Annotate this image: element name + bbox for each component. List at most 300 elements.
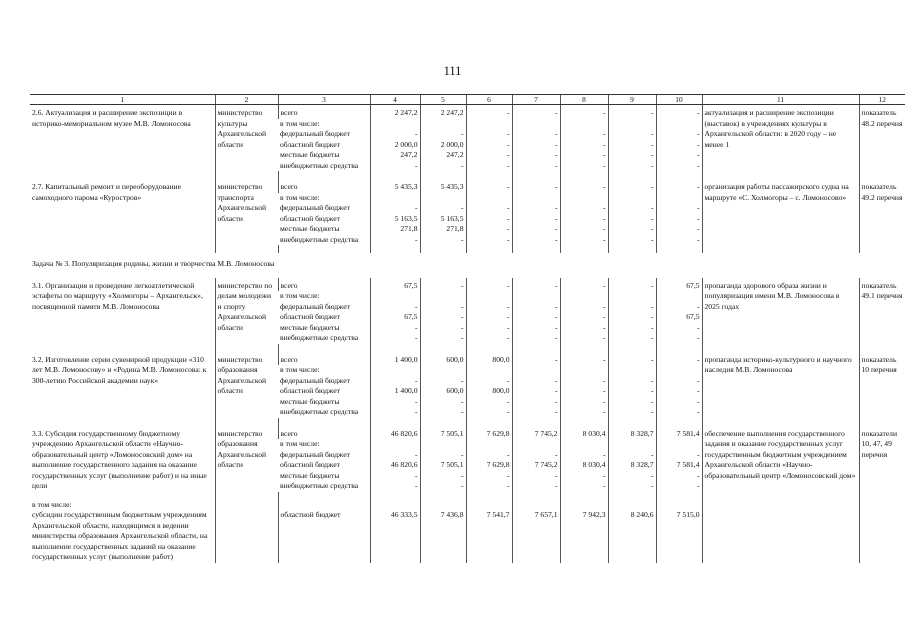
amount-cell: - [420, 235, 466, 246]
amount-cell: - [560, 376, 608, 387]
spacer-cell [608, 245, 656, 253]
expected-result: пропаганда историко-культурного и научного наследия М.В. Ломоносова [702, 352, 859, 418]
spacer-cell [702, 418, 859, 426]
amount-cell: 800,0 [466, 352, 512, 366]
amount-cell: 7 436,8 [420, 500, 466, 563]
spacer-cell [512, 344, 560, 352]
amount-cell [512, 291, 560, 302]
amount-cell: - [656, 352, 702, 366]
spacer-cell [215, 245, 278, 253]
amount-cell: - [466, 312, 512, 323]
amount-cell: 7 942,3 [560, 500, 608, 563]
amount-cell: - [608, 179, 656, 193]
amount-cell: - [466, 397, 512, 408]
spacer-cell [560, 344, 608, 352]
spacer-cell [466, 344, 512, 352]
amount-cell [420, 365, 466, 376]
amount-cell: - [608, 129, 656, 140]
indicator-reference: показатель 49.1 перечня [859, 278, 905, 344]
amount-cell: 600,0 [420, 386, 466, 397]
amount-cell: 67,5 [656, 312, 702, 323]
amount-cell: - [608, 203, 656, 214]
spacer-cell [859, 344, 905, 352]
amount-cell [608, 119, 656, 130]
spacer-cell [560, 418, 608, 426]
amount-cell: - [466, 376, 512, 387]
spacer-cell [215, 344, 278, 352]
amount-cell: - [656, 150, 702, 161]
spacer-cell [215, 418, 278, 426]
expected-result: актуализация и расширение экспозиции (выставок) в учреждениях культуры в Архангельской области: в 2020 году – не менее 1 [702, 105, 859, 172]
amount-cell: - [512, 150, 560, 161]
amount-cell: - [466, 302, 512, 313]
amount-cell: 8 030,4 [560, 460, 608, 471]
funding-source: местные бюджеты [280, 322, 340, 332]
amount-cell: - [512, 450, 560, 461]
amount-cell: - [560, 450, 608, 461]
amount-cell: 8 240,6 [608, 500, 656, 563]
spacer-cell [215, 492, 278, 500]
responsible-executor: министерство транспорта Архангельской области [215, 179, 278, 245]
amount-cell: - [370, 161, 420, 172]
amount-cell: - [512, 105, 560, 119]
funding-source: всего [278, 278, 370, 292]
spacer-cell [512, 171, 560, 179]
amount-cell [466, 439, 512, 450]
amount-cell: 271,8 [370, 224, 420, 235]
funding-source: внебюджетные средства [280, 481, 359, 490]
funding-source: в том числе: [280, 118, 320, 128]
spacer-cell [215, 171, 278, 179]
spacer-cell [702, 344, 859, 352]
amount-cell: - [466, 140, 512, 151]
amount-cell: - [466, 323, 512, 334]
amount-cell: - [608, 376, 656, 387]
amount-cell: - [512, 203, 560, 214]
amount-cell: 7 505,1 [420, 426, 466, 440]
expected-result: организация работы пассажирского судна на маршруте «С. Холмогоры – с. Ломоносово» [702, 179, 859, 245]
amount-cell: - [512, 397, 560, 408]
amount-cell: 67,5 [370, 278, 420, 292]
column-number: 6 [466, 95, 512, 105]
amount-cell: - [560, 323, 608, 334]
amount-cell [370, 119, 420, 130]
funding-source: областной бюджет [280, 312, 340, 321]
sub-activity-heading: в том числе: [32, 499, 72, 509]
amount-cell: - [466, 129, 512, 140]
funding-source: внебюджетные средства [280, 234, 359, 244]
amount-cell [560, 365, 608, 376]
spacer-cell [30, 344, 215, 352]
expected-result: обеспечение выполнения государственного задания и оказание государственных услуг государственным бюджетным учреждением Архангельской области «Научно-образовательный центр «Ломоносовский дом» [702, 426, 859, 492]
amount-cell: - [560, 302, 608, 313]
amount-cell: 247,2 [370, 150, 420, 161]
funding-source: внебюджетные средства [280, 333, 359, 342]
amount-cell: - [420, 323, 466, 334]
spacer-cell [608, 171, 656, 179]
amount-cell: 5 435,3 [420, 179, 466, 193]
amount-cell: - [370, 376, 420, 387]
table-row [30, 179, 905, 193]
amount-cell: - [656, 214, 702, 225]
amount-cell: - [560, 278, 608, 292]
funding-source: всего [278, 426, 370, 440]
amount-cell: - [656, 386, 702, 397]
amount-cell: - [420, 161, 466, 172]
spacer-cell [278, 245, 370, 253]
funding-source: федеральный бюджет [280, 375, 350, 385]
amount-cell: - [560, 214, 608, 225]
amount-cell: - [608, 352, 656, 366]
amount-cell: - [512, 481, 560, 492]
amount-cell: - [608, 224, 656, 235]
amount-cell [420, 291, 466, 302]
column-number: 2 [215, 95, 278, 105]
amount-cell: - [608, 150, 656, 161]
amount-cell: - [370, 450, 420, 461]
amount-cell: - [608, 386, 656, 397]
amount-cell: 800,0 [466, 386, 512, 397]
spacer-cell [859, 171, 905, 179]
spacer-row [30, 418, 905, 426]
amount-cell: - [656, 333, 702, 344]
amount-cell: - [512, 352, 560, 366]
amount-cell: - [656, 235, 702, 246]
funding-source: областной бюджет [278, 500, 370, 563]
amount-cell: - [466, 481, 512, 492]
amount-cell: 2 000,0 [370, 140, 420, 151]
amount-cell [512, 439, 560, 450]
amount-cell: 67,5 [656, 278, 702, 292]
amount-cell: - [608, 450, 656, 461]
amount-cell: - [512, 278, 560, 292]
spacer-cell [512, 245, 560, 253]
amount-cell: 7 657,1 [512, 500, 560, 563]
amount-cell [466, 119, 512, 130]
spacer-cell [420, 344, 466, 352]
amount-cell: 247,2 [420, 150, 466, 161]
column-number: 1 [30, 95, 215, 105]
amount-cell: - [608, 235, 656, 246]
spacer-cell [466, 418, 512, 426]
amount-cell [608, 365, 656, 376]
amount-cell: - [420, 376, 466, 387]
amount-cell: - [512, 323, 560, 334]
expected-result [702, 500, 859, 563]
spacer-cell [420, 171, 466, 179]
amount-cell: - [466, 224, 512, 235]
amount-cell: 600,0 [420, 352, 466, 366]
expected-result: пропаганда здорового образа жизни и популяризация имени М.В. Ломоносова в 2025 годах [702, 278, 859, 344]
funding-source: областной бюджет [280, 460, 340, 469]
amount-cell: 1 400,0 [370, 352, 420, 366]
amount-cell [370, 291, 420, 302]
amount-cell: - [656, 179, 702, 193]
spacer-cell [30, 418, 215, 426]
amount-cell: - [512, 471, 560, 482]
amount-cell: - [420, 312, 466, 323]
column-number: 5 [420, 95, 466, 105]
amount-cell: 46 333,5 [370, 500, 420, 563]
amount-cell: - [512, 333, 560, 344]
spacer-cell [30, 492, 215, 500]
funding-source: областной бюджет [280, 139, 340, 149]
amount-cell: - [608, 161, 656, 172]
amount-cell: - [560, 471, 608, 482]
responsible-executor: министерство образования Архангельской области [215, 426, 278, 492]
amount-cell: - [560, 481, 608, 492]
amount-cell: - [656, 407, 702, 418]
amount-cell: - [420, 397, 466, 408]
amount-cell: 5 163,5 [370, 214, 420, 225]
spacer-cell [278, 418, 370, 426]
column-number-row [30, 95, 905, 105]
funding-source: в том числе: [280, 192, 320, 202]
spacer-cell [370, 171, 420, 179]
amount-cell: 5 163,5 [420, 214, 466, 225]
amount-cell: 8 030,4 [560, 426, 608, 440]
spacer-cell [420, 245, 466, 253]
activity-name: 3.1. Организация и проведение легкоатлетической эстафеты по маршруту «Холмогоры – Архангельск», посвященной памяти М.В. Ломоносова [32, 280, 203, 311]
amount-cell: - [608, 397, 656, 408]
amount-cell: 2 000,0 [420, 140, 466, 151]
spacer-cell [370, 418, 420, 426]
funding-source: федеральный бюджет [280, 203, 350, 212]
funding-source: внебюджетные средства [280, 160, 359, 170]
amount-cell: - [466, 214, 512, 225]
funding-source: федеральный бюджет [280, 449, 350, 459]
amount-cell: 46 820,6 [370, 460, 420, 471]
funding-source: всего [278, 105, 370, 119]
table-row [30, 278, 905, 292]
amount-cell: - [560, 179, 608, 193]
amount-cell: - [656, 397, 702, 408]
amount-cell: - [466, 150, 512, 161]
spacer-cell [466, 492, 512, 500]
amount-cell: - [560, 333, 608, 344]
amount-cell: 7 541,7 [466, 500, 512, 563]
amount-cell [608, 439, 656, 450]
table-row [30, 426, 905, 440]
amount-cell: - [370, 323, 420, 334]
funding-source: местные бюджеты [280, 396, 340, 406]
amount-cell: - [656, 302, 702, 313]
amount-cell: - [512, 161, 560, 172]
spacer-cell [859, 245, 905, 253]
amount-cell: 7 581,4 [656, 460, 702, 471]
amount-cell: - [466, 450, 512, 461]
sub-activity [30, 500, 215, 563]
spacer-cell [370, 492, 420, 500]
amount-cell: - [512, 386, 560, 397]
amount-cell: - [656, 323, 702, 334]
amount-cell: - [656, 224, 702, 235]
amount-cell: - [370, 407, 420, 418]
amount-cell: - [512, 235, 560, 246]
amount-cell: - [608, 471, 656, 482]
amount-cell: - [466, 105, 512, 119]
spacer-cell [560, 171, 608, 179]
amount-cell: - [370, 333, 420, 344]
column-number: 12 [859, 95, 905, 105]
responsible-executor: министерство по делам молодежи и спорту Архангельской области [215, 278, 278, 344]
responsible-executor: министерство культуры Архангельской области [215, 105, 278, 172]
amount-cell: - [420, 471, 466, 482]
amount-cell: 46 820,6 [370, 426, 420, 440]
spacer-cell [702, 245, 859, 253]
amount-cell: 1 400,0 [370, 386, 420, 397]
page-number: 111 [443, 64, 462, 78]
amount-cell: - [512, 140, 560, 151]
funding-source: местные бюджеты [280, 470, 340, 480]
spacer-row [30, 492, 905, 500]
amount-cell [560, 291, 608, 302]
amount-cell: - [466, 179, 512, 193]
amount-cell: - [466, 161, 512, 172]
column-number: 10 [656, 95, 702, 105]
amount-cell: - [512, 214, 560, 225]
amount-cell: 7 515,0 [656, 500, 702, 563]
spacer-cell [278, 344, 370, 352]
amount-cell: - [420, 481, 466, 492]
amount-cell [608, 193, 656, 204]
amount-cell: - [608, 140, 656, 151]
amount-cell: - [512, 312, 560, 323]
funding-source: местные бюджеты [280, 150, 340, 159]
amount-cell: - [420, 278, 466, 292]
spacer-cell [656, 171, 702, 179]
table-body [30, 105, 905, 563]
amount-cell: - [512, 302, 560, 313]
amount-cell: 7 505,1 [420, 460, 466, 471]
spacer-cell [30, 171, 215, 179]
indicator-reference: показатель 10 перечня [859, 352, 905, 418]
amount-cell [466, 193, 512, 204]
funding-source: областной бюджет [280, 386, 340, 395]
task-heading: Задача № 3. Популяризация родины, жизни и творчества М.В. Ломоносова [32, 259, 275, 268]
funding-source: в том числе: [280, 291, 320, 300]
amount-cell [560, 439, 608, 450]
amount-cell [656, 365, 702, 376]
amount-cell: - [466, 278, 512, 292]
amount-cell: - [560, 105, 608, 119]
activity-name: 2.7. Капитальный ремонт и переоборудование самоходного парома «Куростров» [32, 182, 181, 202]
amount-cell: 271,8 [420, 224, 466, 235]
amount-cell [512, 119, 560, 130]
spacer-cell [608, 344, 656, 352]
amount-cell: - [656, 481, 702, 492]
funding-source: федеральный бюджет [280, 301, 350, 311]
amount-cell: - [466, 471, 512, 482]
amount-cell: - [370, 129, 420, 140]
program-activities-table [30, 94, 905, 563]
amount-cell: - [466, 333, 512, 344]
amount-cell [560, 193, 608, 204]
spacer-cell [656, 492, 702, 500]
spacer-cell [420, 492, 466, 500]
amount-cell: - [370, 235, 420, 246]
amount-cell [656, 291, 702, 302]
amount-cell [466, 291, 512, 302]
sub-row [30, 500, 905, 563]
amount-cell: 2 247,2 [420, 105, 466, 119]
amount-cell: - [420, 129, 466, 140]
spacer-cell [608, 492, 656, 500]
amount-cell: - [560, 397, 608, 408]
indicator-reference: показатель 48.2 перечня [859, 105, 905, 172]
amount-cell [370, 193, 420, 204]
amount-cell: - [512, 224, 560, 235]
indicator-reference: показатели 10, 47, 49 перечня [859, 426, 905, 492]
activity-name: 2.6. Актуализация и расширение экспозиции в историко-мемориальном музее М.В. Ломоносова [32, 108, 191, 128]
amount-cell: - [560, 150, 608, 161]
amount-cell: - [370, 397, 420, 408]
spacer-cell [560, 492, 608, 500]
amount-cell [512, 193, 560, 204]
spacer-cell [656, 418, 702, 426]
funding-source: в том числе: [280, 439, 320, 448]
spacer-cell [859, 492, 905, 500]
amount-cell [370, 365, 420, 376]
column-number: 7 [512, 95, 560, 105]
spacer-cell [466, 245, 512, 253]
amount-cell [560, 119, 608, 130]
table-row [30, 105, 905, 119]
spacer-cell [702, 492, 859, 500]
amount-cell [656, 119, 702, 130]
amount-cell: - [560, 129, 608, 140]
amount-cell: - [656, 161, 702, 172]
spacer-cell [278, 492, 370, 500]
amount-cell: - [370, 203, 420, 214]
amount-cell: - [560, 312, 608, 323]
column-number: 3 [278, 95, 370, 105]
indicator-reference: показатель 49.2 перечня [859, 179, 905, 245]
amount-cell: - [656, 376, 702, 387]
amount-cell: - [512, 407, 560, 418]
spacer-cell [512, 418, 560, 426]
amount-cell [420, 439, 466, 450]
spacer-cell [702, 171, 859, 179]
sub-activity-name: субсидии государственным бюджетным учреждениям Архангельской области, находящимся в ведении министерства образования Архангельской области, на выполнение государственных заданий на оказание государственных услуг (выполнение работ) [32, 510, 208, 561]
amount-cell [466, 365, 512, 376]
amount-cell: - [656, 140, 702, 151]
amount-cell: - [608, 302, 656, 313]
funding-source: внебюджетные средства [280, 407, 359, 416]
spacer-cell [560, 245, 608, 253]
amount-cell: - [608, 214, 656, 225]
funding-source: федеральный бюджет [280, 129, 350, 138]
funding-source: всего [278, 352, 370, 366]
activity-name: 3.3. Субсидия государственному бюджетному учреждению Архангельской области «Научно-образовательный центр «Ломоносовский дом» на выполнение государственного задания на оказание государственных услуг (выполнение работ) и на иные цели [32, 428, 207, 490]
amount-cell: - [420, 450, 466, 461]
amount-cell: - [608, 333, 656, 344]
task-heading-row [30, 253, 905, 278]
column-number: 11 [702, 95, 859, 105]
amount-cell [656, 439, 702, 450]
amount-cell: - [608, 105, 656, 119]
amount-cell: - [370, 471, 420, 482]
amount-cell: - [608, 323, 656, 334]
spacer-cell [278, 171, 370, 179]
spacer-cell [512, 492, 560, 500]
amount-cell: 67,5 [370, 312, 420, 323]
amount-cell: 8 328,7 [608, 426, 656, 440]
amount-cell: - [420, 407, 466, 418]
column-number: 9 [608, 95, 656, 105]
responsible-executor [215, 500, 278, 563]
amount-cell: - [512, 376, 560, 387]
